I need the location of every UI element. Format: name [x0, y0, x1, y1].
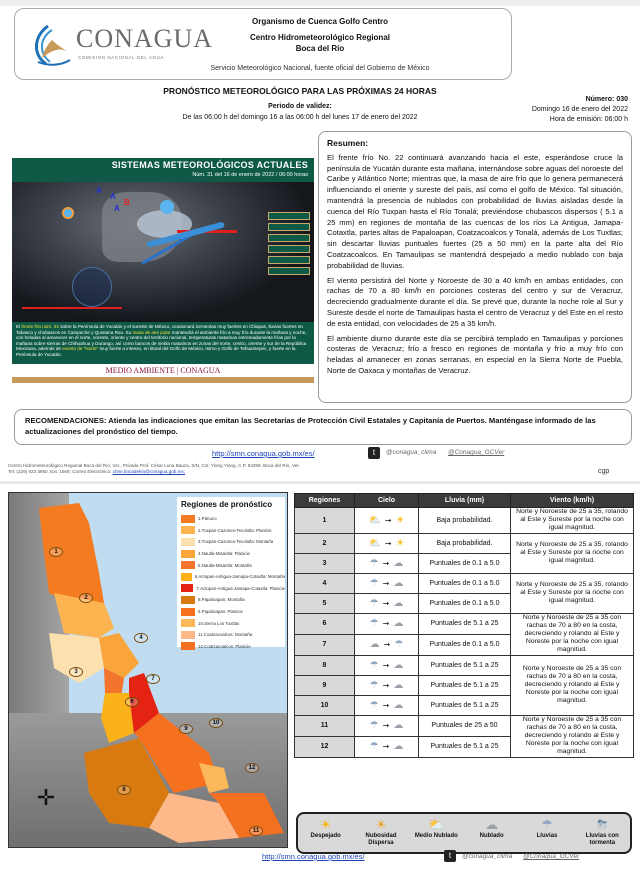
arrow-right-icon: ➞: [382, 742, 390, 752]
top-bar: [0, 0, 640, 6]
sky-cell: [355, 533, 419, 553]
legend-swatch: [181, 584, 193, 592]
region-number: 2: [295, 533, 355, 553]
region-marker-4: 4: [134, 633, 148, 643]
region-marker-2: 2: [79, 593, 93, 603]
contact-text: Tel: (229) 923 3950, Ext. 1568; Correo Electrónico:: [8, 469, 113, 475]
rain-cell: Baja probabilidad.: [419, 533, 511, 553]
itcz-line: [22, 307, 122, 309]
center-line-2: Boca del Río: [295, 44, 345, 53]
high-pressure-marker: A: [110, 192, 116, 201]
nublado-icon: ☁: [393, 557, 404, 569]
satellite-image: [12, 182, 314, 322]
arrow-right-icon: ➞: [382, 700, 390, 710]
region-number: 8: [295, 655, 355, 675]
nubosidad-dispersa-icon: ☀: [375, 817, 387, 832]
rain-cell: Puntuales de 0.1 a 5.0: [419, 553, 511, 573]
legend-swatch: [181, 538, 195, 546]
twitter-icon[interactable]: t: [368, 447, 380, 459]
regions-legend-title: Regiones de pronóstico: [181, 500, 273, 509]
high-pressure-marker: A: [114, 204, 120, 213]
lluvias-icon: ☂: [369, 699, 379, 711]
region-number: 6: [295, 613, 355, 634]
icon-legend-label: Nublado: [479, 833, 504, 839]
icon-legend-label: Lluvias: [536, 833, 558, 839]
nublado-icon: ☁: [393, 618, 404, 630]
rain-cell: Puntuales de 5.1 a 25: [419, 613, 511, 634]
arrow-right-icon: ➞: [382, 598, 390, 608]
wind-cell: Norte y Noroeste de 25 a 35, rolando al Este y Sureste por la noche con igual magnitud.: [511, 508, 634, 534]
satellite-footer-bar: [12, 377, 314, 383]
validity-label: Periodo de validez:: [268, 103, 332, 110]
desc-highlight: frente frío núm. 22: [21, 324, 59, 329]
twitter-handle-clima[interactable]: @conagua_clima: [386, 449, 437, 456]
satellite-description: [12, 322, 314, 364]
sky-cell: [355, 634, 419, 655]
icon-legend-item: [576, 817, 628, 847]
region-marker-9: 9: [179, 724, 193, 734]
legend-region-3: [181, 536, 285, 548]
icon-legend-item: [521, 817, 573, 840]
arrow-right-icon: ➞: [382, 578, 390, 588]
satellite-panel: [12, 158, 314, 383]
legend-label: 11.Coatzacoalcos: Montaña: [198, 632, 253, 638]
lluvias-icon: ☂: [369, 618, 379, 630]
lluvias-icon: ☂: [369, 741, 379, 753]
legend-label: 9.Papaloapan: Planicie: [198, 609, 243, 615]
arrow-right-icon: ➞: [382, 680, 390, 690]
lluvias-icon: ☂: [369, 577, 379, 589]
icon-legend-item: [300, 817, 352, 840]
nublado-icon: ☁: [393, 741, 404, 753]
legend-region-12: [181, 641, 285, 653]
header-regiones: Regiones: [295, 494, 355, 508]
icon-legend-label: Nubosidad Dispersa: [365, 833, 397, 846]
summary-paragraph-2: El viento persistirá del Norte y Noroeste de 30 a 40 km/h en ambas entidades, con rachas de 70 a 80 km/h en porciones costeras del centro y sur de Veracruz, decreciendo gradualmente durante el día. Se prevé que, durante la noche role al Sur y Sureste desde el norte de Tamaulipas hasta el centro de Veracruz y del Este en el resto de esta entidad, con velocidades de 25 a 35 km/h.: [327, 275, 623, 328]
legend-label: 1.Pánuco: [198, 516, 217, 522]
icon-legend-item: [466, 817, 518, 840]
legend-region-6: [181, 571, 285, 583]
desc-highlight: evento de "Norte": [62, 346, 99, 352]
satellite-title: SISTEMAS METEOROLÓGICOS ACTUALES: [111, 160, 308, 170]
legend-swatch: [181, 526, 195, 534]
region-number: 4: [295, 573, 355, 593]
table-row: [295, 508, 634, 534]
header-cielo: Cielo: [355, 494, 419, 508]
medio-nublado-icon: ⛅: [368, 514, 381, 526]
region-number: 1: [295, 508, 355, 534]
organization-name: Organismo de Cuenca Golfo Centro: [251, 17, 388, 26]
region-marker-11: 11: [249, 826, 263, 836]
legend-label: 12.Coatzacoalcos: Planicie: [198, 643, 251, 649]
forecast-table-body: [295, 508, 634, 758]
nublado-icon: ☁: [393, 699, 404, 711]
legend-region-8: [181, 594, 285, 606]
vortex-marker: [62, 207, 74, 219]
summary-paragraph-3: El ambiente diurno durante este día se percibirá templado en Tamaulipas y porciones costeras de Veracruz; frío a fresco en regiones de montaña y frío a muy frío con heladas al amanecer en zonas serranas, en especial en la Sierra Norte de Puebla, Norte de Oaxaca y montañas de Veracruz.: [327, 333, 623, 375]
despejado-icon: ☀: [395, 537, 405, 549]
wind-cell: Norte y Noroeste de 25 a 35, rolando al Este y Sureste por la noche con igual magnitud.: [511, 573, 634, 613]
sky-cell: [355, 593, 419, 613]
nublado-icon: ☁: [369, 639, 380, 651]
sky-cell: [355, 675, 419, 695]
validity-text: De las 06:00 h del domingo 16 a las 06:00 h del lunes 17 de enero del 2022: [182, 114, 418, 121]
satellite-legend: [268, 212, 310, 278]
legend-item: [268, 234, 310, 242]
nublado-icon: ☁: [393, 679, 404, 691]
conagua-logo: [28, 22, 213, 68]
bulletin-date: Domingo 16 de enero del 2022: [531, 106, 628, 113]
legend-label: 4.Nautla-Misantla: Planicie: [198, 551, 250, 557]
icon-legend-label: Lluvias con tormenta: [585, 833, 619, 846]
twitter-handle-gcver[interactable]: @Conagua_GCVer: [523, 853, 580, 860]
bulletin-number: Número: 030: [585, 96, 628, 103]
table-row: [295, 573, 634, 593]
sky-cell: [355, 655, 419, 675]
rain-cell: Puntuales de 5.1 a 25: [419, 675, 511, 695]
center-name: [185, 32, 455, 54]
rain-cell: Puntuales de 5.1 a 25: [419, 655, 511, 675]
nublado-icon: ☁: [393, 577, 404, 589]
issue-time: Hora de emisión: 06:00 h: [549, 116, 628, 123]
icon-legend-item: [355, 817, 407, 847]
legend-region-1: [181, 513, 285, 525]
legend-label: 5.Nautla-Misantla: Montaña: [198, 562, 252, 568]
nublado-icon: ☁: [393, 659, 404, 671]
region-marker-10: 10: [209, 718, 223, 728]
legend-region-9: [181, 606, 285, 618]
twitter-icon[interactable]: t: [444, 850, 456, 862]
summary-box: [318, 131, 632, 403]
legend-item: [268, 223, 310, 231]
icon-legend-item: [410, 817, 462, 840]
arrow-right-icon: ➞: [382, 721, 390, 731]
legend-swatch: [181, 515, 195, 523]
rain-cell: Puntuales de 0.1 a 5.0: [419, 634, 511, 655]
email-link[interactable]: chmr.bocadelrio@conagua.gob.mx;: [112, 469, 186, 475]
satellite-subtitle: Núm. 31 del 16 de enero de 2022 / 06:00 horas: [192, 172, 308, 178]
legend-item: [268, 245, 310, 253]
medio-nublado-icon: ⛅: [428, 817, 445, 832]
sky-cell: [355, 573, 419, 593]
wind-cell: Norte y Noroeste de 25 a 35 con rachas de 70 a 80 en la costa, decreciendo y rolando al Este y Noreste por la noche con igual magnitud.: [511, 715, 634, 757]
rain-cell: Puntuales de 5.1 a 25: [419, 695, 511, 715]
conagua-logo-icon: [28, 22, 74, 68]
sky-cell: [355, 508, 419, 534]
region-marker-7: 7: [146, 674, 160, 684]
legend-label: 8.Papaloapan: Montaña: [198, 597, 245, 603]
summary-heading: Resumen:: [327, 138, 369, 148]
arrow-right-icon: ➞: [384, 515, 392, 525]
smn-line: Servicio Meteorológico Nacional, fuente oficial del Gobierno de México: [210, 65, 430, 72]
region-marker-8: 8: [117, 785, 131, 795]
rain-cell: Puntuales de 5.1 a 25: [419, 736, 511, 757]
arrow-right-icon: ➞: [383, 640, 391, 650]
satellite-header: [12, 158, 314, 182]
legend-swatch: [181, 619, 195, 627]
address-block: [8, 463, 300, 476]
legend-swatch: [181, 596, 195, 604]
region-marker-6: 6: [125, 697, 139, 707]
rain-cell: Puntuales de 0.1 a 5.0: [419, 573, 511, 593]
nublado-icon: ☁: [393, 597, 404, 609]
sky-cell: [355, 695, 419, 715]
sky-cell: [355, 736, 419, 757]
legend-swatch: [181, 608, 195, 616]
low-pressure-marker: B: [124, 198, 130, 207]
wind-cell: Norte y Noroeste de 25 a 35, rolando al Este y Sureste por la noche con igual magnitud.: [511, 533, 634, 573]
page-separator: [0, 481, 640, 484]
lluvias-icon: ☂: [369, 679, 379, 691]
lluvias-icon: ☂: [369, 557, 379, 569]
desc-text: muy fuerte a intenso, en litoral del Golfo de México, Istmo y Golfo de Tehuantepec, y fuerte en la Península de Yucatán.: [16, 346, 296, 357]
table-row: [295, 613, 634, 634]
region-number: 11: [295, 715, 355, 736]
nublado-icon: ☁: [393, 720, 404, 732]
low-center-marker: [160, 200, 174, 214]
sky-cell: [355, 553, 419, 573]
desc-text: sobre la Península de Yucatán y el sureste de México, ocasionará tormentas muy fuertes en Chiapas, lluvias fuertes en Tabasco y chubascos en Campeche y Quintana Roo. Su: [16, 324, 303, 335]
region-number: 5: [295, 593, 355, 613]
anticyclone-area: [72, 267, 112, 307]
medio-nublado-icon: ⛅: [368, 537, 381, 549]
rain-cell: Puntuales de 25 a 50: [419, 715, 511, 736]
region-number: 9: [295, 675, 355, 695]
regions-map: [8, 492, 288, 848]
forecast-table: [294, 493, 634, 758]
legend-region-4: [181, 548, 285, 560]
legend-label: 2.Tuxpan-Cazones-Tecolutla: Planicie: [198, 527, 272, 533]
twitter-handle-gcver[interactable]: @Conagua_GCVer: [448, 449, 505, 456]
legend-swatch: [181, 561, 195, 569]
despejado-icon: ☀: [319, 817, 332, 832]
sky-icon-legend: [296, 812, 632, 854]
legend-swatch: [181, 631, 195, 639]
bulletin-meta: [532, 95, 628, 125]
region-number: 12: [295, 736, 355, 757]
legend-swatch: [181, 642, 195, 650]
address-line-1: Centro Hidrometeorológico Regional Boca del Río, Ver., Privada Prof. César Luna Bauza, S/N, Col. Ylang Ylang, C.P. 94298, Boca del Río, Ver.: [8, 463, 300, 468]
summary-paragraph-1: El frente frío No. 22 continuará avanzando hacia el este, esperándose cruce la península de Yucatán durante esta mañana, internándose sobre aguas del noroeste del Caribe y Atlántico Norte; mientras que, la masa de aire frío que lo genera permanecerá influenciando el oriente y sureste del país, así como el golfo de México. Tal situación, mantendrá la presencia de nublados con probabilidad de lluvias aisladas desde la cuenca del Río Tuxpan hasta el Río Tonalá; previéndose chubascos dispersos ( 5.1 a 25 mm) en regiones de montaña de las cuencas de los ríos La Antigua, Jamapa-Cotaxtla, partes altas de Papaloapan, Coatzacoalcos y Tonalá, además de Los Tuxtlas; sin descartar lluvias puntuales fuertes (25 a 50 mm) en la parte alta del Río Coatzacoalcos. En Tamaulipas se mantendrá despejado a medio nublado con baja probabilidad de lluvias.: [327, 152, 623, 270]
high-pressure-marker: A: [96, 186, 102, 195]
smn-link[interactable]: http://smn.conagua.gob.mx/es/: [212, 449, 315, 458]
lluvias-icon: ☂: [394, 639, 404, 651]
desc-text: mantendrá el ambiente frío a muy frío durante la mañana y noche, con heladas al amanecer en el norte, noreste, oriente y centro del territorio nacional, temperaturas matutinas extremadamente frías por la mañana sobre sierras de Chihuahua y Durango, así como bancos de niebla matutinos en zonas del norte, centro, oriente y sur de la República Mexicana, además de: [16, 329, 307, 352]
lluvias-icon: ☂: [369, 597, 379, 609]
legend-swatch: [181, 550, 195, 558]
region-number: 7: [295, 634, 355, 655]
lluvias-icon: ☂: [369, 659, 379, 671]
legend-item: [268, 212, 310, 220]
arrow-right-icon: ➞: [382, 619, 390, 629]
region-number: 3: [295, 553, 355, 573]
table-row: [295, 533, 634, 553]
icon-legend-label: Despejado: [310, 833, 341, 839]
legend-swatch: [181, 573, 192, 581]
legend-region-2: [181, 525, 285, 537]
author-initials: cgp: [598, 468, 610, 475]
header-lluvia: Lluvia (mm): [419, 494, 511, 508]
legend-region-10: [181, 617, 285, 629]
despejado-icon: ☀: [395, 514, 405, 526]
compass-rose-icon: ✛: [36, 785, 56, 810]
region-marker-3: 3: [69, 667, 83, 677]
lluvias-icon: ☂: [369, 720, 379, 732]
legend-item: [268, 267, 310, 275]
table-row: [295, 655, 634, 675]
twitter-handle-clima[interactable]: @conagua_clima: [462, 853, 513, 860]
region-marker-12: 12: [245, 763, 259, 773]
regions-legend: [177, 497, 285, 647]
legend-label: 3.Tuxpan-Cazones-Tecolutla: Montaña: [198, 539, 274, 545]
logo-subtitle: COMISIÓN NACIONAL DEL AGUA: [78, 55, 165, 60]
address-line-2: [8, 469, 300, 475]
rain-cell: Baja probabilidad.: [419, 508, 511, 534]
lluvias-tormenta-icon: ⛈: [597, 817, 608, 832]
arrow-right-icon: ➞: [384, 538, 392, 548]
desc-text: El: [16, 324, 22, 329]
table-row: [295, 715, 634, 736]
legend-region-7: [181, 583, 285, 595]
satellite-footer-brand: MEDIO AMBIENTE | CONAGUA: [12, 364, 314, 377]
nublado-icon: ☁: [485, 817, 499, 832]
arrow-right-icon: ➞: [382, 660, 390, 670]
icon-legend-label: Medio Nublado: [414, 833, 458, 839]
smn-link-bottom[interactable]: http://smn.conagua.gob.mx/es/: [262, 852, 365, 861]
legend-label: 10.Sierra Los Tuxtlas: [198, 620, 240, 626]
header-viento: Viento (km/h): [511, 494, 634, 508]
table-header-row: [295, 494, 634, 508]
regions-legend-items: [177, 513, 285, 652]
arrow-right-icon: ➞: [382, 558, 390, 568]
recommendations-box: RECOMENDACIONES: Atienda las indicaciones que emitan las Secretarías de Protección Civil Estatales y Capitanía de Puertos. Manténgase informado de las actualizaciones del pronóstico del tiempo.: [14, 409, 632, 445]
sky-cell: [355, 715, 419, 736]
rain-cell: Puntuales de 0.1 a 5.0: [419, 593, 511, 613]
legend-item: [268, 256, 310, 264]
desc-highlight: masa de aire polar: [132, 329, 171, 335]
region-marker-1: 1: [49, 547, 63, 557]
legend-label: 7.Actopan-Antigua-Jamapa-Cotaxtla: Planicie: [196, 585, 285, 591]
region-1-shape: [39, 503, 104, 608]
center-line-1: Centro Hidrometeorológico Regional: [249, 33, 390, 42]
wind-cell: Norte y Noroeste de 25 a 35 con rachas de 70 a 80 en la costa, decreciendo y rolando al Este y Noreste por la noche con igual magnitud.: [511, 613, 634, 655]
sky-cell: [355, 613, 419, 634]
legend-region-11: [181, 629, 285, 641]
forecast-title: PRONÓSTICO METEOROLÓGICO PARA LAS PRÓXIMAS 24 HORAS: [163, 86, 437, 96]
legend-region-5: [181, 559, 285, 571]
region-number: 10: [295, 695, 355, 715]
lluvias-icon: ☂: [541, 817, 553, 832]
wind-cell: Norte y Noroeste de 25 a 35 con rachas de 70 a 80 en la costa, decreciendo y rolando al Este y Noreste por la noche con igual magnitud.: [511, 655, 634, 715]
legend-label: 6.Actopan-Antigua-Jamapa-Cotaxtla: Montaña: [194, 574, 285, 580]
logo-text: CONAGUA: [76, 24, 213, 53]
